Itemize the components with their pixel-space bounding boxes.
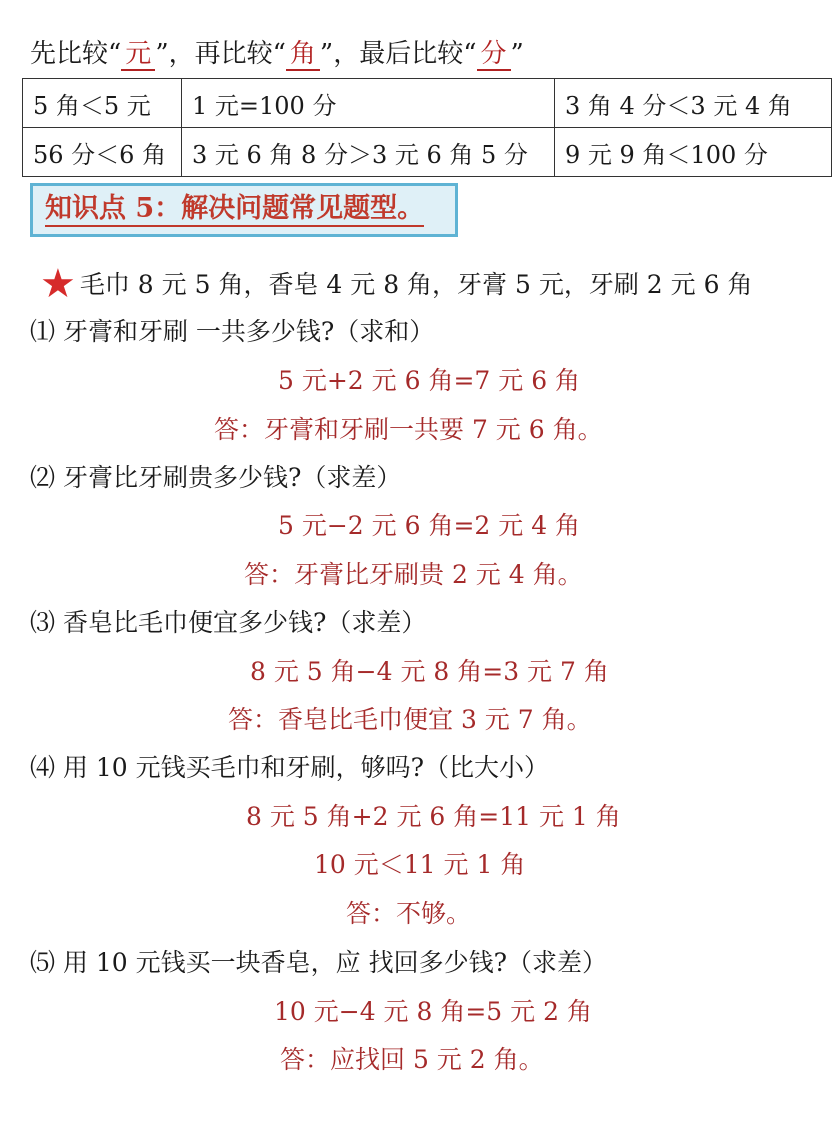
- problem-text: 毛巾 8 元 5 角，香皂 4 元 8 角，牙膏 5 元，牙刷 2 元 6 角: [79, 270, 753, 299]
- answer-2: 答：牙膏比牙刷贵 2 元 4 角。: [244, 560, 583, 589]
- equation-2: 5 元−2 元 6 角=2 元 4 角: [278, 511, 581, 540]
- star-icon: ★: [40, 261, 76, 307]
- table-cell: 9 元 9 角＜100 分: [555, 128, 832, 177]
- comparison-rule: [30, 34, 524, 74]
- table-cell: 56 分＜6 角: [23, 128, 182, 177]
- answer-5: 答：应找回 5 元 2 角。: [280, 1045, 544, 1074]
- question-4: ⑷ 用 10 元钱买毛巾和牙刷，够吗?（比大小）: [30, 753, 550, 782]
- comparison-table: [22, 78, 832, 177]
- knowledge-point-title: 知识点 5：解决问题常见题型。: [45, 193, 424, 227]
- rule-mid-2: ”，最后比较“: [319, 39, 477, 69]
- answer-1: 答：牙膏和牙刷一共要 7 元 6 角。: [214, 415, 603, 444]
- comparison-4: 10 元＜11 元 1 角: [314, 850, 526, 879]
- table-row: [23, 128, 832, 177]
- table-cell: 3 元 6 角 8 分＞3 元 6 角 5 分: [182, 128, 555, 177]
- question-2: ⑵ 牙膏比牙刷贵多少钱?（求差）: [30, 463, 402, 492]
- fill-yuan: 元: [121, 39, 155, 71]
- question-5: ⑸ 用 10 元钱买一块香皂，应 找回多少钱?（求差）: [30, 948, 608, 977]
- fill-fen: 分: [477, 39, 511, 71]
- question-3: ⑶ 香皂比毛巾便宜多少钱?（求差）: [30, 608, 427, 637]
- knowledge-point-banner: [30, 183, 458, 237]
- table-cell: 3 角 4 分＜3 元 4 角: [555, 79, 832, 128]
- equation-1: 5 元+2 元 6 角=7 元 6 角: [278, 366, 581, 395]
- equation-3: 8 元 5 角−4 元 8 角=3 元 7 角: [250, 657, 609, 686]
- table-cell: 5 角＜5 元: [23, 79, 182, 128]
- fill-jiao: 角: [286, 39, 320, 71]
- equation-5: 10 元−4 元 8 角=5 元 2 角: [274, 997, 592, 1026]
- equation-4: 8 元 5 角+2 元 6 角=11 元 1 角: [246, 802, 621, 831]
- question-1: ⑴ 牙膏和牙刷 一共多少钱?（求和）: [30, 317, 435, 346]
- rule-prefix: 先比较“: [30, 39, 122, 69]
- answer-4: 答：不够。: [346, 899, 472, 928]
- table-cell: 1 元=100 分: [182, 79, 555, 128]
- answer-3: 答：香皂比毛巾便宜 3 元 7 角。: [228, 705, 592, 734]
- problem-statement: [40, 261, 753, 307]
- table-row: [23, 79, 832, 128]
- rule-mid-1: ”，再比较“: [155, 39, 286, 69]
- rule-suffix: ”: [510, 39, 524, 69]
